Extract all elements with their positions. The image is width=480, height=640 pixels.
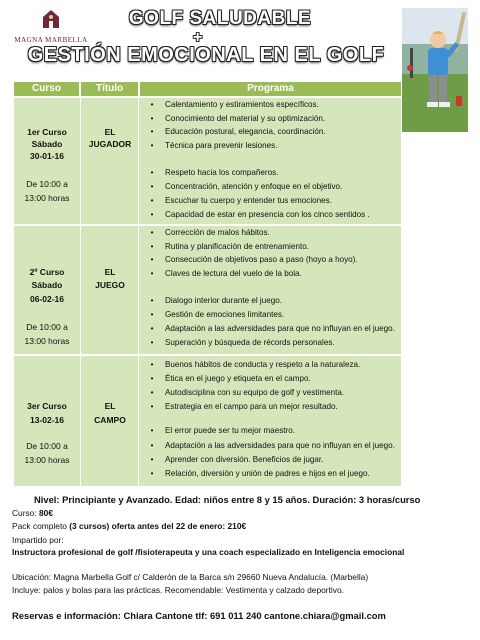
curso-time-end: 13:00 horas xyxy=(24,193,70,203)
curso-cell xyxy=(14,226,80,356)
list-item: • Educación postural, elegancia, coordinación. xyxy=(150,127,326,136)
list-item: • Corrección de malos hábitos. xyxy=(150,228,270,237)
header-programa: Programa xyxy=(140,82,401,96)
curso-time-end: 13:00 horas xyxy=(24,336,70,346)
titulo-cell xyxy=(80,98,139,226)
incluye-line: Incluye: palos y bolas para las prácticas. Recomendable: Vestimenta y calzado deportivo. xyxy=(12,585,344,595)
logo-brand: MAGNA MARBELLA xyxy=(14,36,88,44)
titulo-line-1: EL xyxy=(104,127,116,137)
curso-date: 06-02-16 xyxy=(29,294,65,304)
pack-line: Pack completo (3 cursos) oferta antes del 22 de enero: 210€ xyxy=(12,521,247,531)
list-item: • Relación, diversión y unión de padres e hijos en el juego. xyxy=(150,469,370,478)
list-item: • Respeto hacia los compañeros. xyxy=(150,168,279,177)
programa-cell xyxy=(138,226,401,356)
child-golfer-photo xyxy=(402,8,468,132)
list-item: • Técnica para prevenir lesiones. xyxy=(150,141,278,150)
programa-cell xyxy=(138,98,401,226)
list-item: • Buenos hábitos de conducta y respeto a la naturaleza. xyxy=(150,360,361,369)
ubicacion-line: Ubicación: Magna Marbella Golf c/ Calderón de la Barca s/n 29660 Nueva Andalucía. (Marbella) xyxy=(12,572,369,582)
curso-name: 1er Curso xyxy=(27,127,67,137)
curso-time-start: De 10:00 a xyxy=(26,322,68,332)
list-item: • Adaptación a las adversidades para que no influyan en el juego. xyxy=(150,324,395,333)
instructor-line: Instructora profesional de golf /fisioterapeuta y una coach especializado en Inteligencia emocional xyxy=(12,547,405,557)
header-curso: Curso xyxy=(14,82,79,96)
list-item: • Calentamiento y estiramientos específicos. xyxy=(150,100,319,109)
header-titulo: Título xyxy=(81,82,138,96)
list-item: • Gestión de emociones limitantes. xyxy=(150,310,285,319)
titulo-line-2: JUGADOR xyxy=(88,139,132,149)
titulo-line-2: CAMPO xyxy=(94,415,126,425)
curso-cell xyxy=(14,356,80,486)
list-item: • Capacidad de estar en presencia con los cinco sentidos . xyxy=(150,210,370,219)
impartido-line: Impartido por: xyxy=(12,535,64,545)
list-item: • Autodisciplina con su equipo de golf y vestimenta. xyxy=(150,388,345,397)
curso-date: 13-02-16 xyxy=(29,415,65,425)
title-plus: + xyxy=(193,29,203,46)
list-item: • Consecución de objetivos paso a paso (hoyo a hoyo). xyxy=(150,255,358,264)
titulo-cell xyxy=(80,356,139,486)
list-item: • Superación y búsqueda de récords personales. xyxy=(150,338,335,347)
titulo-line-1: EL xyxy=(104,401,116,411)
programa-cell xyxy=(138,356,401,486)
titulo-line-1: EL xyxy=(104,267,116,277)
title-gestion-emocional: GESTIÓN EMOCIONAL EN EL GOLF xyxy=(27,44,385,66)
list-item: • Estrategia en el campo para un mejor resultado. xyxy=(150,402,338,411)
list-item: • Ética en el juego y etiqueta en el campo. xyxy=(150,374,311,383)
curso-price: 80€ xyxy=(39,508,53,518)
list-item: • Conocimiento del material y su optimización. xyxy=(150,114,326,123)
list-item: • Adaptación a las adversidades para que no influyan en el juego. xyxy=(150,441,395,450)
titulo-line-2: JUEGO xyxy=(95,280,125,290)
curso-name: 3er Curso xyxy=(27,401,67,411)
course-section-1 xyxy=(14,96,401,226)
curso-time-end: 13:00 horas xyxy=(24,455,70,465)
list-item: • Claves de lectura del vuelo de la bola. xyxy=(150,269,302,278)
curso-day: Sábado xyxy=(31,139,63,149)
curso-time-start: De 10:00 a xyxy=(26,441,68,451)
pack-price: (3 cursos) oferta antes del 22 de enero: 210€ xyxy=(69,521,247,531)
course-section-2 xyxy=(14,224,401,356)
curso-date: 30-01-16 xyxy=(29,151,65,161)
curso-name: 2º Curso xyxy=(29,267,65,277)
curso-time-start: De 10:00 a xyxy=(26,179,68,189)
reservas-line: Reservas e información: Chiara Cantone tlf: 691 011 240 cantone.chiara@gmail.com xyxy=(12,610,386,621)
list-item: • El error puede ser tu mejor maestro. xyxy=(150,426,296,435)
curso-price-line: Curso: 80€ xyxy=(12,508,53,518)
list-item: • Concentración, atención y enfoque en el objetivo. xyxy=(150,182,343,191)
curso-day: Sábado xyxy=(31,280,63,290)
titulo-cell xyxy=(80,226,139,356)
list-item: • Aprender con diversión. Beneficios de jugar. xyxy=(150,455,324,464)
list-item: • Rutina y planificación de entrenamiento. xyxy=(150,242,309,251)
list-item: • Escuchar tu cuerpo y entender tus emociones. xyxy=(150,196,332,205)
course-section-3 xyxy=(14,354,401,486)
nivel-line: Nivel: Principiante y Avanzado. Edad: niños entre 8 y 15 años. Duración: 3 horas/curso xyxy=(34,494,421,505)
curso-cell xyxy=(14,98,80,226)
list-item: • Dialogo interior durante el juego. xyxy=(150,296,282,305)
title-golf-saludable: GOLF SALUDABLE xyxy=(128,8,312,29)
